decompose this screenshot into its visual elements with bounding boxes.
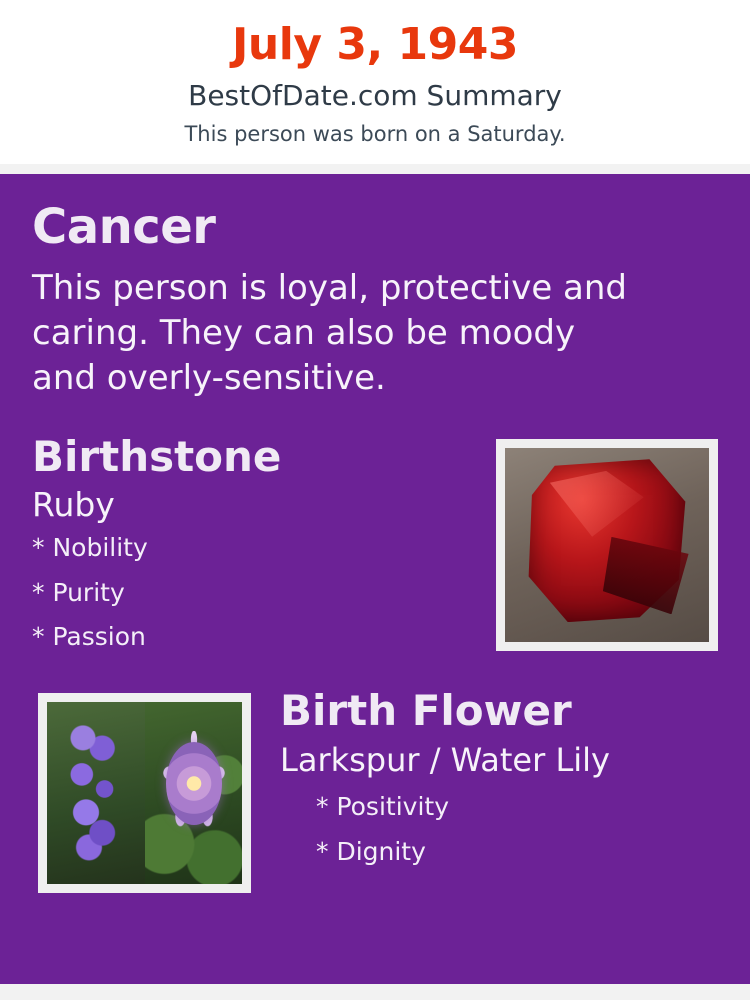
site-summary-label: BestOfDate.com Summary — [188, 79, 562, 113]
birthstone-title: Birthstone — [32, 431, 282, 481]
birth-flower-image — [47, 702, 242, 884]
larkspur-photo — [47, 702, 145, 884]
birth-flower-title: Birth Flower — [280, 685, 572, 735]
header — [0, 0, 750, 164]
born-day-note: This person was born on a Saturday. — [184, 122, 566, 147]
birthstone-section — [32, 431, 718, 665]
header-divider — [0, 164, 750, 174]
birth-flower-text — [272, 685, 718, 866]
birth-flower-trait: * Dignity — [316, 836, 426, 866]
birthstone-trait: * Passion — [32, 622, 146, 652]
birthstone-name: Ruby — [32, 484, 115, 524]
zodiac-section — [32, 198, 718, 401]
zodiac-description: This person is loyal, protective and caring. They can also be moody and overly-sensitive. — [32, 267, 628, 398]
birth-flower-image-frame — [38, 693, 251, 893]
main-panel — [0, 174, 750, 984]
page-title-date: July 3, 1943 — [232, 19, 518, 70]
water-lily-photo — [145, 702, 243, 884]
birth-flower-section — [32, 685, 718, 899]
birth-flower-name: Larkspur / Water Lily — [280, 740, 610, 779]
larkspur-blooms — [65, 716, 125, 862]
birthstone-trait: * Purity — [32, 577, 125, 607]
zodiac-sign-name: Cancer — [32, 198, 216, 255]
ruby-gemstone-image — [505, 448, 709, 642]
birthstone-image-frame — [496, 439, 718, 651]
birthstone-trait: * Nobility — [32, 533, 148, 563]
birth-flower-trait: * Positivity — [316, 792, 449, 822]
